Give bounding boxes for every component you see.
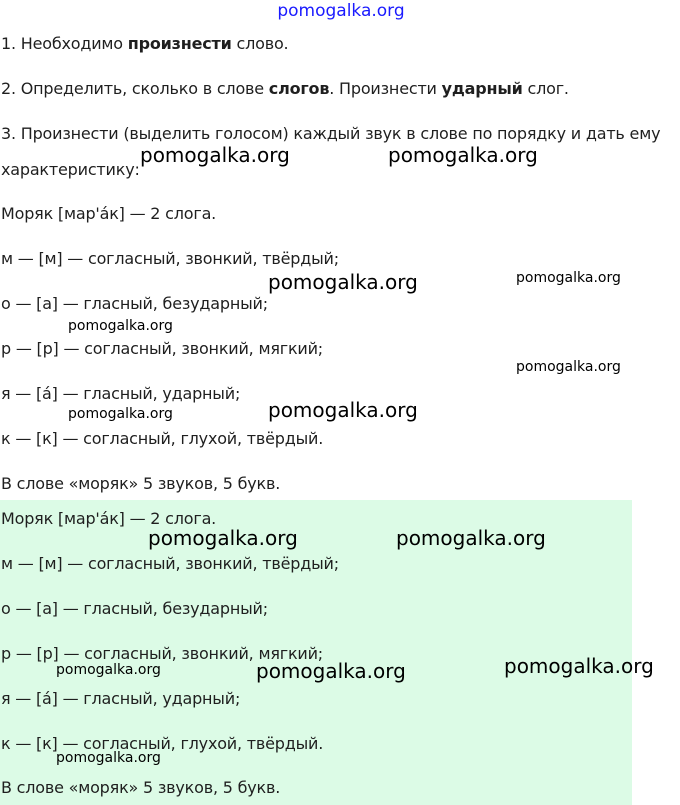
header-watermark: pomogalka.org [277,1,405,21]
watermark: pomogalka.org [140,143,290,167]
watermark: pomogalka.org [56,662,161,678]
analysis-sound: я — [а́] — гласный, ударный; [1,384,241,403]
watermark: pomogalka.org [396,526,546,550]
step-2 [1,79,569,99]
highlighted-title: Моряк [мар'а́к] — 2 слога. [1,509,217,528]
analysis-title: Моряк [мар'а́к] — 2 слога. [1,204,217,223]
analysis-sound: м — [м] — согласный, звонкий, твёрдый; [1,249,339,268]
step-2-bold-stressed: ударный [441,79,523,98]
analysis-sound: к — [к] — согласный, глухой, твёрдый. [1,429,324,448]
step-2-text-end: слог. [522,79,569,98]
watermark: pomogalka.org [268,270,418,294]
highlighted-sound: я — [а́] — гласный, ударный; [1,689,241,708]
watermark: pomogalka.org [388,143,538,167]
highlighted-sound: к — [к] — согласный, глухой, твёрдый. [1,734,324,753]
step-3-line-1: 3. Произнести (выделить голосом) каждый звук в слове по порядку и дать ему [1,124,661,143]
watermark: pomogalka.org [148,526,298,550]
watermark: pomogalka.org [268,398,418,422]
watermark: pomogalka.org [516,270,621,286]
step-3-line-2: характеристику: [1,160,140,179]
step-1-text: 1. Необходимо [1,34,128,53]
analysis-sound: о — [а] — гласный, безударный; [1,294,268,313]
analysis-sound: р — [р] — согласный, звонкий, мягкий; [1,339,323,358]
watermark: pomogalka.org [504,654,654,678]
watermark: pomogalka.org [68,406,173,422]
watermark: pomogalka.org [516,359,621,375]
analysis-summary: В слове «моряк» 5 звуков, 5 букв. [1,474,281,493]
step-2-text: 2. Определить, сколько в слове [1,79,269,98]
highlighted-sound: о — [а] — гласный, безударный; [1,599,268,618]
highlighted-sound: м — [м] — согласный, звонкий, твёрдый; [1,554,339,573]
step-1-bold: произнести [127,34,232,53]
highlighted-sound: р — [р] — согласный, звонкий, мягкий; [1,644,323,663]
step-1 [1,34,288,54]
step-2-bold-syllables: слогов [268,79,330,98]
watermark: pomogalka.org [68,318,173,334]
step-2-text-mid: . Произнести [329,79,442,98]
watermark: pomogalka.org [256,659,406,683]
watermark: pomogalka.org [56,750,161,766]
step-1-text-end: слово. [231,34,289,53]
highlighted-summary: В слове «моряк» 5 звуков, 5 букв. [1,778,281,797]
